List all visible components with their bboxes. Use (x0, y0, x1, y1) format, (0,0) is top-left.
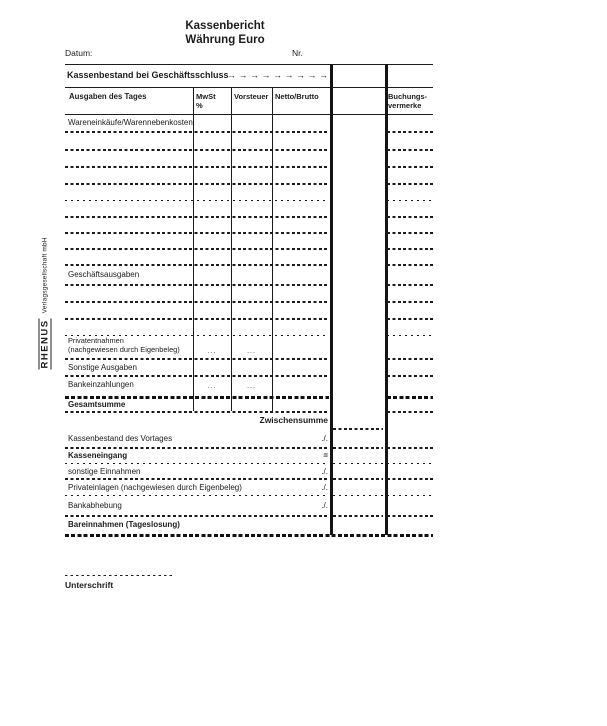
form-title: Kassenbericht (185, 20, 265, 32)
row-divider (65, 447, 329, 449)
form-subtitle: Währung Euro (185, 34, 265, 47)
row-divider (333, 463, 383, 464)
row-divider (387, 301, 433, 303)
row-divider (387, 264, 433, 266)
private-withdrawals-tax-mark: ... (247, 348, 256, 355)
row-divider (387, 216, 433, 218)
row-divider (65, 264, 329, 266)
row-divider (387, 166, 433, 168)
row-divider (333, 478, 383, 480)
publisher-logo: RHENUS (39, 319, 50, 369)
summary-daily-takings-label: Bareinnahmen (Tageslosung) (68, 520, 180, 529)
row-divider (387, 411, 433, 413)
row-divider (65, 515, 329, 517)
row-divider (65, 463, 329, 464)
expense-row-bank-deposits-label: Bankeinzahlungen (68, 380, 134, 389)
row-divider (387, 183, 433, 185)
row-divider (387, 447, 433, 449)
column-header-booking-line1: Buchungs- (388, 92, 428, 101)
publisher-name: Verlagsgesellschaft mbH (41, 237, 48, 314)
summary-private-deposits-mark: ./. (321, 483, 328, 492)
expense-row-other-label: Sonstige Ausgaben (68, 363, 137, 372)
summary-other-income-mark: ./. (321, 467, 328, 476)
summary-bank-withdrawal-mark: ./. (321, 501, 328, 510)
expense-row-total-label: Gesamtsumme (68, 400, 126, 409)
row-divider (387, 131, 433, 133)
publisher-imprint (35, 225, 55, 370)
row-divider (65, 411, 329, 413)
closing-balance-label: Kassenbestand bei Geschäftsschluss (67, 70, 229, 80)
row-divider (65, 200, 329, 201)
column-header-input-tax: Vorsteuer (234, 92, 269, 101)
row-divider (387, 149, 433, 151)
row-divider (65, 216, 329, 218)
row-divider (387, 248, 433, 250)
expense-row-private-withdrawals-label-line2: (nachgewiesen durch Eigenbeleg) (68, 345, 180, 354)
row-divider (387, 495, 433, 496)
row-divider (333, 495, 383, 496)
subtotal-cell-rule (333, 428, 383, 430)
column-header-vat-line2: % (196, 101, 203, 110)
column-header-vat-line1: MwSt (196, 92, 216, 101)
date-label: Datum: (65, 48, 93, 58)
booking-column-divider (385, 64, 388, 535)
closing-balance-bottom-rule (65, 87, 433, 88)
summary-bank-withdrawal-label: Bankabhebung (68, 501, 122, 510)
summary-subtotal-label: Zwischensumme (259, 415, 328, 425)
expense-row-private-withdrawals-label-line1: Privatentnahmen (68, 336, 124, 345)
signature-label: Unterschrift (65, 580, 114, 590)
row-divider (65, 358, 329, 360)
row-divider (65, 183, 329, 185)
row-divider (387, 515, 433, 517)
row-divider (65, 375, 329, 377)
row-divider (387, 463, 433, 464)
closing-balance-top-rule (65, 64, 433, 65)
row-divider (65, 232, 329, 234)
row-divider (65, 284, 329, 286)
total-row-top-rule (65, 396, 329, 399)
row-divider (65, 166, 329, 168)
row-divider (333, 515, 383, 517)
row-divider (387, 318, 433, 320)
summary-previous-balance-mark: ./. (321, 434, 328, 443)
row-divider (387, 478, 433, 480)
column-header-net-gross: Netto/Brutto (275, 92, 319, 101)
row-divider (65, 248, 329, 250)
row-divider (333, 447, 383, 449)
summary-private-deposits-label: Privateinlagen (nachgewiesen durch Eigenbeleg) (68, 483, 242, 492)
column-header-expenses: Ausgaben des Tages (69, 92, 147, 101)
summary-other-income-label: sonstige Einnahmen (68, 467, 141, 476)
row-divider (387, 232, 433, 234)
row-divider (387, 375, 433, 377)
row-divider (65, 131, 329, 133)
form-bottom-rule (65, 534, 433, 537)
table-header-bottom-rule (65, 114, 433, 115)
page-title-block (140, 19, 310, 47)
summary-previous-balance-label: Kassenbestand des Vortages (68, 434, 173, 443)
row-divider (65, 301, 329, 303)
row-divider (65, 495, 329, 496)
row-divider (387, 358, 433, 360)
row-divider (65, 335, 329, 336)
row-divider (65, 149, 329, 151)
expense-row-goods-label: Wareneinkäufe/Warennebenkosten (68, 118, 193, 127)
expense-row-business-label: Geschäftsausgaben (68, 270, 140, 279)
private-withdrawals-vat-mark: ... (207, 348, 217, 355)
row-divider (65, 318, 329, 320)
closing-balance-arrows: → → → → → → → → → (227, 70, 329, 80)
bank-deposits-vat-mark: ... (207, 383, 217, 390)
summary-cash-receipts-mark: = (323, 451, 328, 460)
signature-line (65, 575, 172, 576)
row-divider (65, 478, 329, 480)
column-header-booking-line2: vermerke (388, 101, 422, 110)
row-divider (387, 335, 433, 336)
row-divider (387, 284, 433, 286)
number-label: Nr. (292, 48, 303, 58)
summary-cash-receipts-label: Kasseneingang (68, 451, 128, 460)
amount-column-divider (330, 64, 333, 535)
total-row-top-rule (387, 396, 433, 399)
bank-deposits-tax-mark: ... (247, 383, 256, 390)
row-divider (387, 200, 433, 201)
